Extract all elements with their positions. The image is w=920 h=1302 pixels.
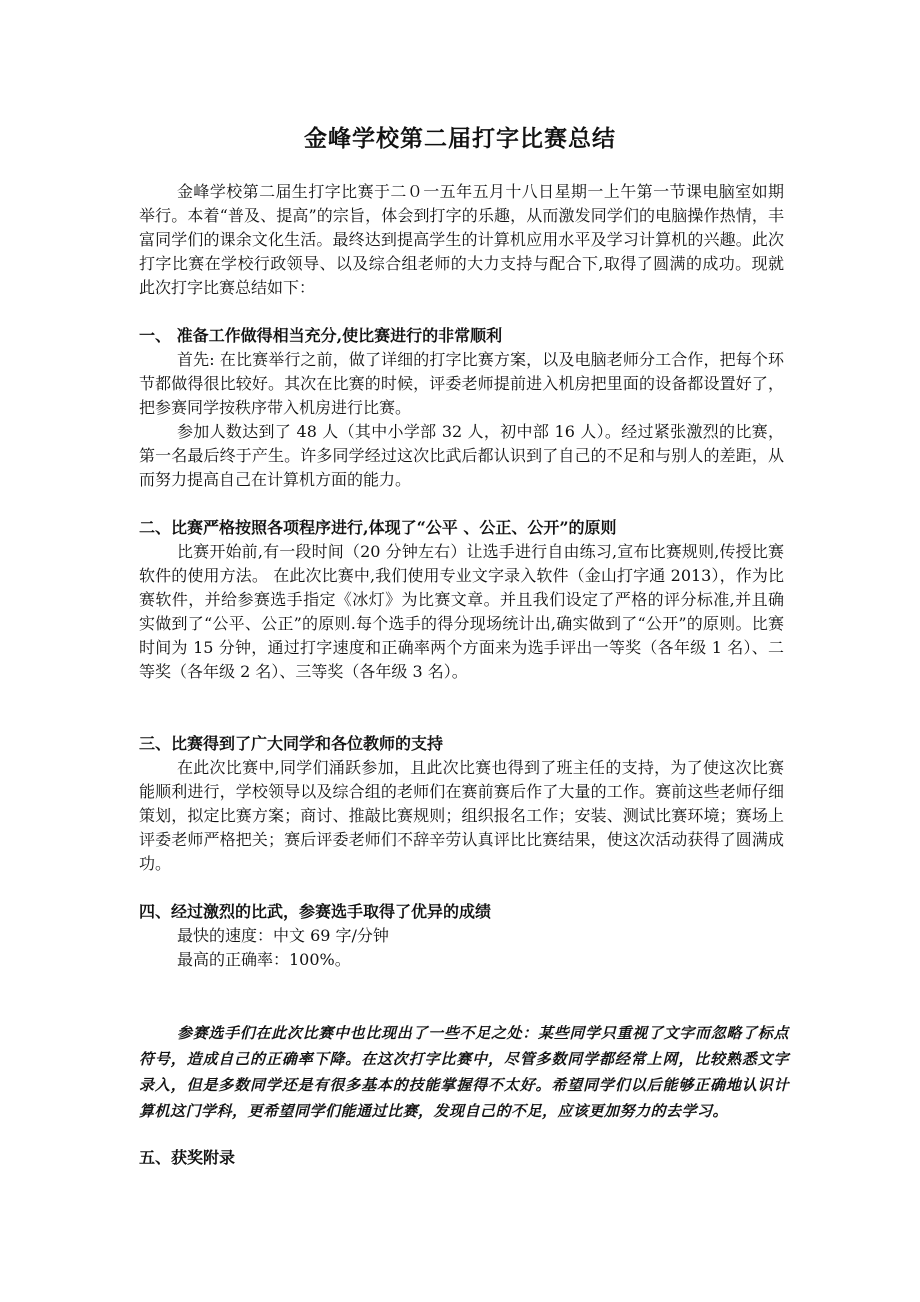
- fastest-speed-line: 最快的速度：中文 69 字/分钟: [177, 926, 389, 945]
- section-1-paragraph-1: 首先: 在比赛举行之前，做了详细的打字比赛方案，以及电脑老师分工合作，把每个环节都做得很比较好。其次在比赛的时候，评委老师提前进入机房把里面的设备都设置好了，把参赛同学按秩序带入机房进行比赛。: [139, 350, 784, 417]
- appendix-heading: 五、获奖附录: [139, 1148, 236, 1167]
- document-title: 金峰学校第二届打字比赛总结: [304, 125, 616, 152]
- highest-accuracy-line: 最高的正确率：100%。: [177, 950, 351, 969]
- section-2-body: [139, 540, 784, 684]
- section-3-paragraph-1: 在此次比赛中,同学们涌跃参加，且此次比赛也得到了班主任的支持，为了使这次比赛能顺利进行，学校领导以及综合组的老师们在赛前赛后作了大量的工作。赛前这些老师仔细策划，拟定比赛方案；商讨、推敲比赛规则；组织报名工作；安装、测试比赛环境；赛场上评委老师严格把关；赛后评委老师们不辞辛劳认真评比比赛结果，使这次活动获得了圆满成功。: [139, 758, 784, 873]
- section-4-body: [139, 924, 784, 972]
- section-4-heading: 四、经过激烈的比武，参赛选手取得了优异的成绩: [139, 902, 492, 921]
- intro-section: [139, 180, 784, 300]
- section-3-body: [139, 756, 784, 876]
- section-1-paragraph-2: 参加人数达到了 48 人（其中小学部 32 人，初中部 16 人）。经过紧张激烈的比赛，第一名最后终于产生。许多同学经过这次比武后都认识到了自己的不足和与别人的差距，从而努力提高自己在计算机方面的能力。: [139, 422, 784, 489]
- section-3-heading: 三、比赛得到了广大同学和各位教师的支持: [139, 734, 444, 753]
- section-2-heading: 二、比赛严格按照各项程序进行,体现了“公平 、公正、公开”的原则: [139, 518, 617, 537]
- shortcomings-note: 参赛选手们在此次比赛中也比现出了一些不足之处：某些同学只重视了文字而忽略了标点符号，造成自己的正确率下降。在这次打字比赛中，尽管多数同学都经常上网，比较熟悉文字录入，但是多数同学还是有很多基本的技能掌握得不太好。希望同学们以后能够正确地认识计算机这门学科，更希望同学们能通过比赛，发现自己的不足，应该更加努力的去学习。: [139, 1024, 789, 1120]
- section-1-heading: 一、 准备工作做得相当充分,使比赛进行的非常顺利: [139, 326, 503, 345]
- section-2-paragraph-1: 比赛开始前,有一段时间（20 分钟左右）让选手进行自由练习,宣布比赛规则,传授比赛软件的使用方法。 在此次比赛中,我们使用专业文字录入软件（金山打字通 2013），作为比赛软件，并给参赛选手指定《冰灯》为比赛文章。并且我们设定了严格的评分标准,并且确实做到了“公平、公正”的原则.每个选手的得分现场统计出,确实做到了“公开”的原则。比赛时间为 15 分钟，通过打字速度和正确率两个方面来为选手评出一等奖（各年级 1 名）、二等奖（各年级 2 名）、三等奖（各年级 3 名）。: [139, 542, 784, 681]
- intro-paragraph: 金峰学校第二届生打字比赛于二０一五年五月十八日星期一上午第一节课电脑室如期举行。本着“普及、提高”的宗旨，体会到打字的乐趣，从而激发同学们的电脑操作热情，丰富同学们的课余文化生活。最终达到提高学生的计算机应用水平及学习计算机的兴趣。此次打字比赛在学校行政领导、以及综合组老师的大力支持与配合下,取得了圆满的成功。现就此次打字比赛总结如下：: [139, 182, 784, 297]
- section-1-body: [139, 348, 784, 492]
